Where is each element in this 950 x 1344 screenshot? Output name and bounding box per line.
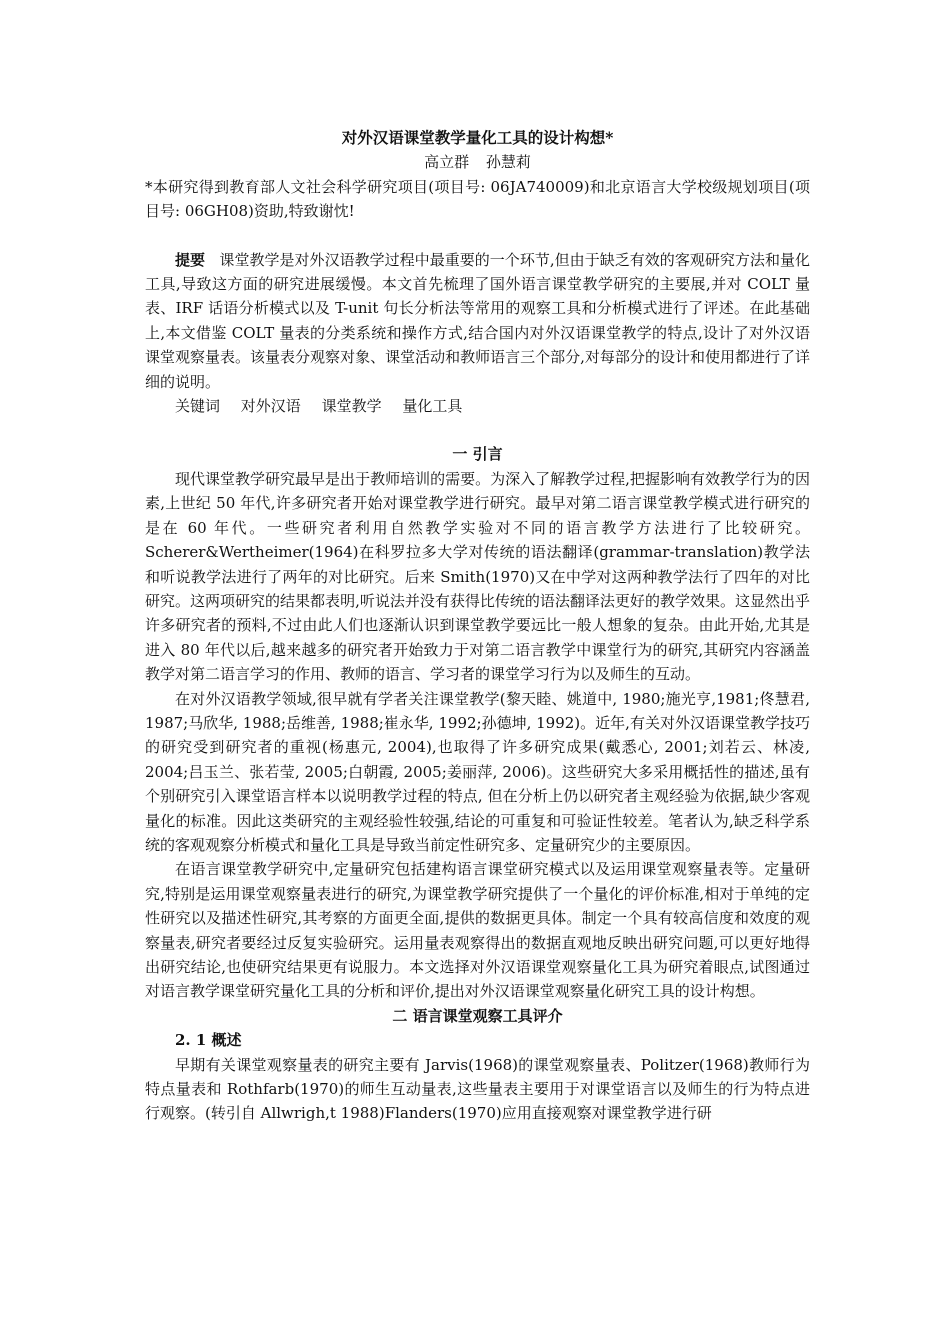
funding-footnote: *本研究得到教育部人文社会科学研究项目(项目号: 06JA740009)和北京语言大学校级规划项目(项目号: 06GH08)资助,特致谢忱! [145,177,810,221]
abstract-text: 课堂教学是对外汉语教学过程中最重要的一个环节,但由于缺乏有效的客观研究方法和量化工具,导致这方面的研究进展缓慢。本文首先梳理了国外语言课堂教学研究的主要展,并对 COLT 量表、IRF 话语分析模式以及 T-unit 句长分析法等常用的观察工具和分析模式进行了评述。在此基础上,本文借鉴 COLT 量表的分类系统和操作方式,结合国内对外汉语课堂教学的特点,设计了对外汉语课堂观察量表。该量表分观察对象、课堂活动和教师语言三个部分,对每部分的设计和使用都进行了详细的说明。 [145,250,810,391]
body-paragraph: 现代课堂教学研究最早是出于教师培训的需要。为深入了解教学过程,把握影响有效教学行为的因素,上世纪 50 年代,许多研究者开始对课堂教学进行研究。最早对第二语言课堂教学模式进行研究的是在 60 年代。一些研究者利用自然教学实验对不同的语言教学方法进行了比较研究。Scherer&Wertheimer(1964)在科罗拉多大学对传统的语法翻译(grammar-translation)教学法和听说教学法进行了两年的对比研究。后来 Smith(1970)又在中学对这两种教学法行了四年的对比研究。这两项研究的结果都表明,听说法并没有获得比传统的语法翻译法更好的教学效果。这显然出乎许多研究者的预料,不过由此人们也逐渐认识到课堂教学要远比一般人想象的复杂。由此开始,尤其是进入 80 年代以后,越来越多的研究者开始致力于对第二语言教学中课堂行为的研究,其研究内容涵盖教学对第二语言学习的作用、教师的语言、学习者的课堂学习行为以及师生的互动。 [145,469,810,684]
subsection-heading: 2. 1 概述 [175,1031,242,1050]
keyword: 量化工具 [402,397,463,416]
keywords-line [145,394,810,418]
body-paragraph: 在语言课堂教学研究中,定量研究包括建构语言课堂研究模式以及运用课堂观察量表等。定量研究,特别是运用课堂观察量表进行的研究,为课堂教学研究提供了一个量化的评价标准,相对于单纯的定性研究以及描述性研究,其考察的方面更全面,提供的数据更具体。制定一个具有较高信度和效度的观察量表,研究者要经过反复实验研究。运用量表观察得出的数据直观地反映出研究问题,可以更好地得出研究结论,也使研究结果更有说服力。本文选择对外汉语课堂观察量化工具为研究着眼点,试图通过对语言教学课堂研究量化工具的分析和评价,提出对外汉语课堂观察量化研究工具的设计构想。 [145,860,810,1001]
section-heading: 二 语言课堂观察工具评介 [392,1006,563,1025]
section-heading: 一 引言 [452,445,503,464]
keyword: 对外汉语 [240,397,301,416]
spacer [145,224,810,248]
abstract-label: 提要 [175,250,206,269]
paper-title: 对外汉语课堂教学量化工具的设计构想* [341,128,614,147]
keyword: 课堂教学 [321,397,382,416]
author-name: 高立群 [424,153,470,172]
document-page [145,126,810,1126]
author-name: 孙慧莉 [485,153,531,172]
abstract [145,248,810,394]
author-line [145,150,810,174]
body-paragraph: 早期有关课堂观察量表的研究主要有 Jarvis(1968)的课堂观察量表、Politzer(1968)教师行为特点量表和 Rothfarb(1970)的师生互动量表,这些量表主要用于对课堂语言以及师生的行为特点进行观察。(转引自 Allwrigh,t 1988)Flanders(1970)应用直接观察对课堂教学进行研 [145,1055,810,1123]
spacer [145,418,810,442]
body-paragraph: 在对外汉语教学领域,很早就有学者关注课堂教学(黎天睦、姚道中, 1980;施光亨,1981;佟慧君, 1987;马欣华, 1988;岳维善, 1988;崔永华, 1992;孙德坤, 1992)。近年,有关对外汉语课堂教学技巧的研究受到研究者的重视(杨惠元, 2004),也取得了许多研究成果(戴悉心, 2001;刘若云、林凌, 2004;吕玉兰、张若莹, 2005;白朝霞, 2005;姜丽萍, 2006)。这些研究大多采用概括性的描述,虽有个别研究引入课堂语言样本以说明教学过程的特点, 但在分析上仍以研究者主观经验为依据,缺少客观量化的标准。因此这类研究的主观经验性较强,结论的可重复和可验证性较差。笔者认为,缺乏科学系统的客观观察分析模式和量化工具是导致当前定性研究多、定量研究少的主要原因。 [145,689,810,854]
keywords-label: 关键词 [175,397,221,416]
